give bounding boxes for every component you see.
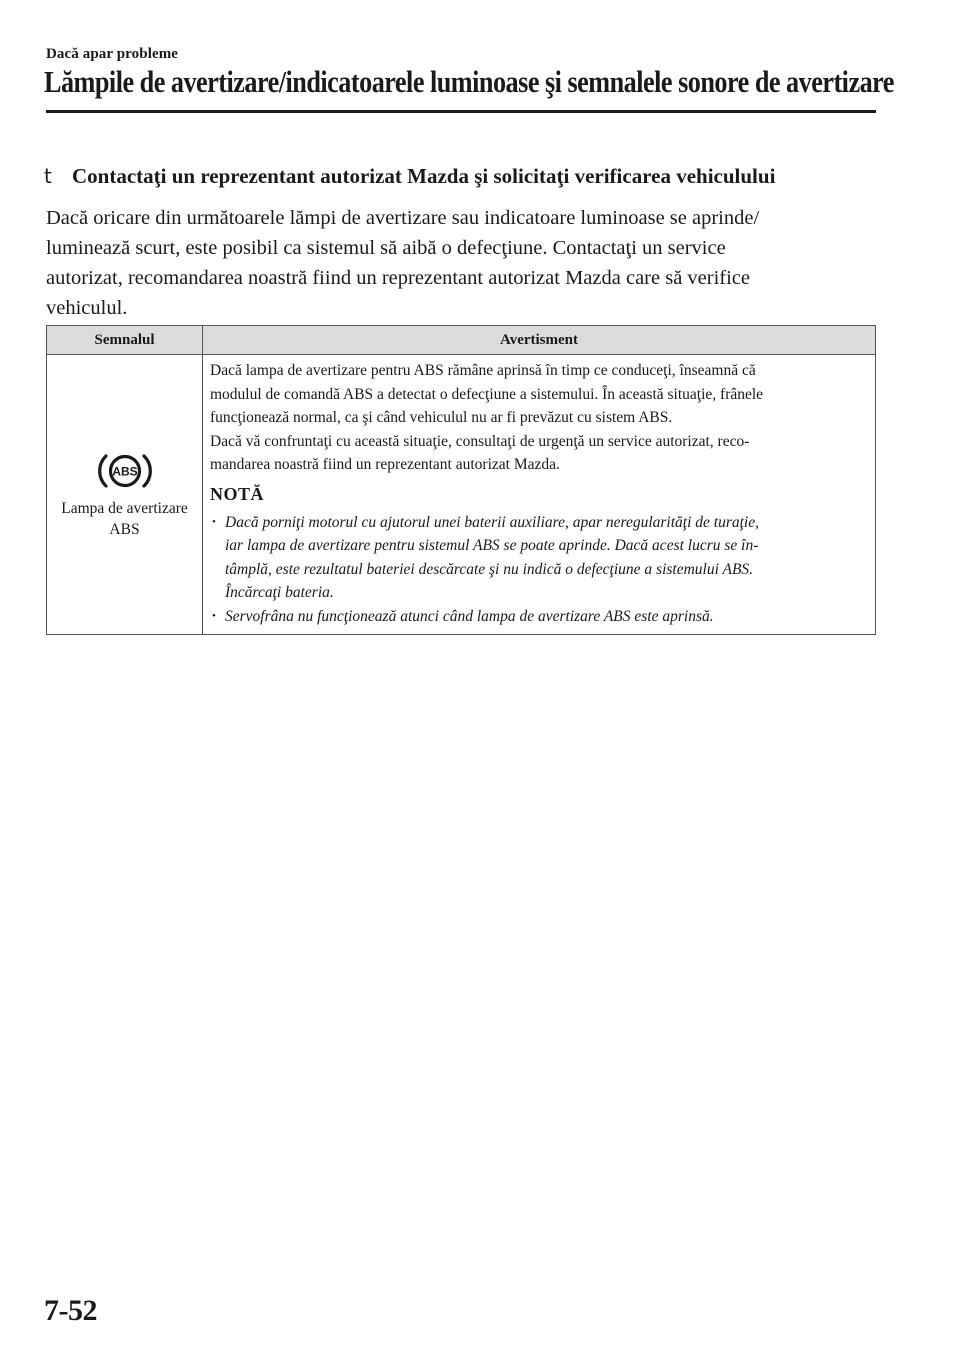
warning-cell bbox=[203, 355, 876, 635]
abs-icon-text: ABS bbox=[111, 464, 138, 478]
intro-line: luminează scurt, este posibil ca sistemul să aibă o defecţiune. Contactaţi un service bbox=[46, 237, 726, 259]
intro-line: vehiculul. bbox=[46, 297, 128, 319]
warning-line: funcţionează normal, ca şi când vehiculul nu ar fi prevăzut cu sistem ABS. bbox=[210, 409, 673, 426]
chapter-title: Lămpile de avertizare/indicatoarele luminoase şi semnalele sonore de avertizare bbox=[44, 64, 894, 99]
header-signal: Semnalul bbox=[47, 326, 203, 355]
section-heading-text: Contactaţi un reprezentant autorizat Mazda şi solicitaţi verificarea vehiculului bbox=[72, 164, 776, 188]
signal-label bbox=[47, 498, 202, 540]
section-bullet-icon: t bbox=[44, 164, 52, 188]
note-line: • Servofrâna nu funcţionează atunci când lampa de avertizare ABS este aprinsă. bbox=[225, 607, 714, 625]
warning-line: Dacă lampa de avertizare pentru ABS rămâne aprinsă în timp ce conduceţi, înseamnă că bbox=[210, 362, 756, 379]
note-list bbox=[210, 511, 869, 629]
title-rule bbox=[46, 110, 876, 113]
intro-line: Dacă oricare din următoarele lămpi de avertizare sau indicatoare luminoase se aprinde/ bbox=[46, 207, 760, 229]
intro-paragraph bbox=[46, 203, 886, 323]
warning-line: mandarea noastră fiind un reprezentant autorizat Mazda. bbox=[210, 456, 560, 473]
note-line: • Dacă porniţi motorul cu ajutorul unei baterii auxiliare, apar neregularităţi de turaţie, bbox=[225, 513, 759, 531]
list-item bbox=[210, 511, 869, 605]
running-header: Dacă apar probleme bbox=[46, 46, 179, 62]
section-heading bbox=[44, 164, 775, 189]
list-item bbox=[210, 605, 869, 629]
page-number: 7-52 bbox=[44, 1294, 97, 1327]
warning-text bbox=[210, 359, 869, 477]
signal-label-line: Lampa de avertizare bbox=[61, 499, 188, 517]
table-row bbox=[47, 355, 876, 635]
note-line: iar lampa de avertizare pentru sistemul ABS se poate aprinde. Dacă acest lucru se în- bbox=[225, 537, 759, 554]
warning-line: modulul de comandă ABS a detectat o defecţiune a sistemului. În această situaţie, frânele bbox=[210, 385, 764, 403]
header-warning: Avertisment bbox=[203, 326, 876, 355]
warning-line: Dacă vă confruntaţi cu această situaţie, consultaţi de urgenţă un service autorizat, reco- bbox=[210, 432, 750, 450]
signal-cell bbox=[47, 355, 203, 635]
abs-warning-lamp-icon bbox=[94, 450, 156, 492]
note-line: tâmplă, este rezultatul bateriei descărcate şi nu indică o defecţiune a sistemului ABS. bbox=[225, 560, 754, 578]
intro-line: autorizat, recomandarea noastră fiind un reprezentant autorizat Mazda care să verifice bbox=[46, 267, 751, 289]
warning-table bbox=[46, 325, 876, 635]
table-header-row bbox=[47, 326, 876, 355]
note-line: Încărcaţi bateria. bbox=[225, 584, 334, 601]
signal-label-line: ABS bbox=[109, 520, 140, 538]
note-title: NOTĂ bbox=[210, 483, 265, 504]
